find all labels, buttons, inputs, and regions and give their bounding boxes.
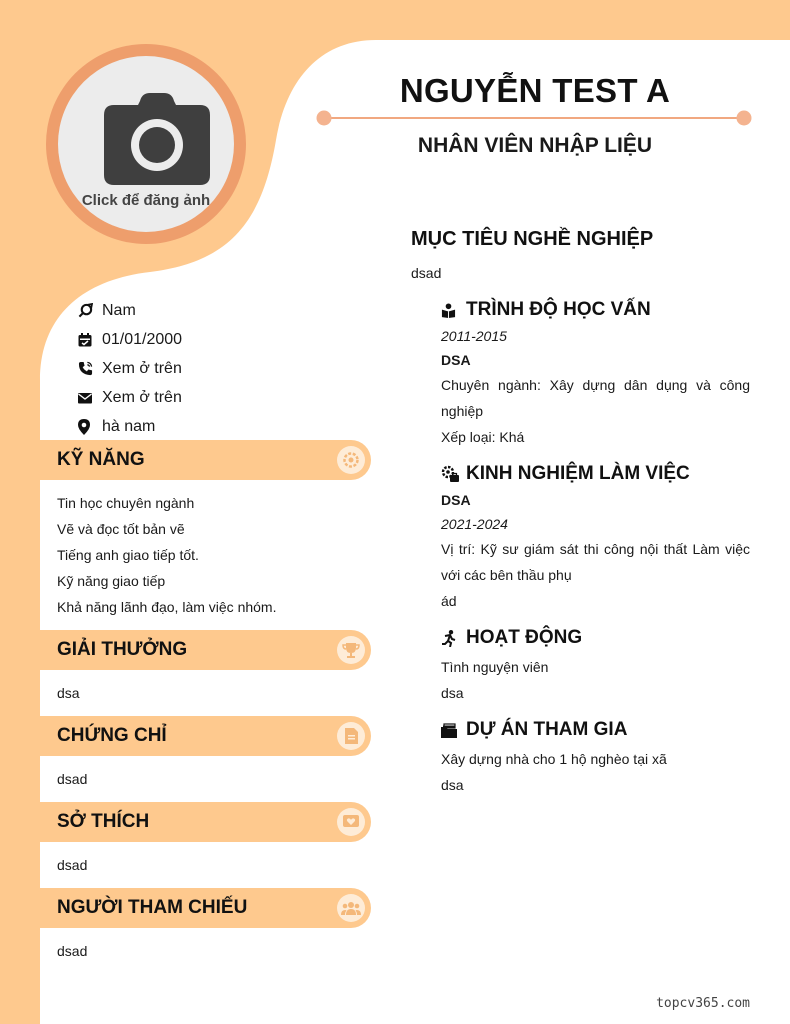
skills-header	[40, 440, 371, 480]
calendar-icon	[78, 333, 102, 347]
education-title: TRÌNH ĐỘ HỌC VẤN	[466, 299, 651, 320]
references-header	[40, 888, 371, 928]
objective-title: MỤC TIÊU NGHỀ NGHIỆP	[411, 228, 654, 250]
certificates-list	[57, 766, 357, 792]
contact-gender-value: Nam	[102, 301, 136, 319]
list-item: Vẽ và đọc tốt bản vẽ	[57, 521, 185, 537]
contact-birthday	[78, 325, 182, 354]
education-school: DSA	[441, 352, 471, 368]
list-item: Tình nguyện viên	[441, 659, 549, 675]
list-item: dsad	[57, 943, 88, 959]
hobbies-header	[40, 802, 371, 842]
trophy-icon	[337, 636, 365, 664]
list-item: dsa	[441, 685, 464, 701]
camera-icon	[104, 93, 210, 185]
envelope-icon	[78, 392, 102, 404]
contact-phone	[78, 354, 182, 383]
projects-title: DỰ ÁN THAM GIA	[466, 719, 628, 740]
contact-birthday-value: 01/01/2000	[102, 330, 183, 348]
list-item: dsa	[441, 777, 464, 793]
list-item: Tiếng anh giao tiếp tốt.	[57, 547, 199, 563]
certificates-title: CHỨNG CHỈ	[57, 725, 167, 746]
contact-gender	[78, 296, 182, 325]
education-grade: Xếp loại: Khá	[441, 429, 525, 445]
awards-list	[57, 680, 357, 706]
activities-title: HOẠT ĐỘNG	[466, 627, 583, 648]
contact-address-value: hà nam	[102, 417, 156, 435]
experience-company: DSA	[441, 492, 471, 508]
candidate-name: NGUYỄN TEST A	[399, 72, 671, 109]
awards-title: GIẢI THƯỞNG	[57, 639, 188, 660]
people-icon	[337, 894, 365, 922]
education-header	[441, 299, 651, 321]
graduation-icon	[441, 303, 466, 318]
references-list	[57, 938, 357, 964]
experience-description: Vị trí: Kỹ sư giám sát thi công nội thất Làm việc với các bên thầu phụ	[441, 541, 750, 583]
experience-header	[441, 463, 690, 485]
job-title: NHÂN VIÊN NHẬP LIỆU	[417, 134, 653, 157]
running-icon	[441, 630, 466, 647]
folder-icon	[441, 723, 466, 738]
activities-header	[441, 627, 582, 649]
experience-body	[441, 488, 750, 614]
list-item: Khả năng lãnh đạo, làm việc nhóm.	[57, 599, 277, 615]
list-item: Tin học chuyên ngành	[57, 495, 195, 511]
certificates-header	[40, 716, 371, 756]
contact-address	[78, 412, 182, 441]
list-item: Kỹ năng giao tiếp	[57, 573, 166, 589]
list-item: dsa	[57, 685, 80, 701]
list-item: Xây dựng nhà cho 1 hộ nghèo tại xã	[441, 751, 667, 767]
contact-email-value: Xem ở trên	[102, 388, 182, 406]
experience-extra: ád	[441, 593, 457, 609]
contact-list	[78, 296, 182, 441]
activities-body	[441, 654, 750, 706]
list-item: dsad	[57, 857, 88, 873]
experience-title: KINH NGHIỆM LÀM VIỆC	[466, 463, 690, 484]
projects-body	[441, 746, 750, 798]
avatar-frame	[46, 44, 246, 244]
experience-period: 2021-2024	[441, 516, 508, 532]
contact-phone-value: Xem ở trên	[102, 359, 182, 377]
briefcase-gear-icon	[441, 465, 466, 483]
hobbies-list	[57, 852, 357, 878]
certificate-icon	[337, 722, 365, 750]
awards-header	[40, 630, 371, 670]
contact-email	[78, 383, 182, 412]
name-divider	[316, 110, 756, 128]
skills-list	[57, 490, 357, 620]
projects-header	[441, 719, 627, 741]
hobbies-title: SỞ THÍCH	[57, 811, 150, 832]
heart-icon	[337, 808, 365, 836]
avatar-upload[interactable]	[58, 56, 234, 232]
education-body	[441, 324, 750, 450]
avatar-upload-label: Click để đăng ảnh	[81, 192, 211, 209]
brand-watermark: topcv365.com	[656, 996, 750, 1011]
phone-icon	[78, 361, 102, 376]
location-pin-icon	[78, 419, 102, 435]
list-item: dsad	[57, 771, 88, 787]
education-major: Chuyên ngành: Xây dựng dân dụng và công nghiệp	[441, 377, 750, 419]
references-title: NGƯỜI THAM CHIẾU	[57, 897, 248, 918]
gear-badge-icon	[337, 446, 365, 474]
gender-icon	[78, 303, 102, 318]
skills-title: KỸ NĂNG	[57, 449, 145, 470]
objective-text	[411, 260, 720, 286]
objective-content: dsad	[411, 265, 442, 281]
education-period: 2011-2015	[441, 328, 507, 344]
